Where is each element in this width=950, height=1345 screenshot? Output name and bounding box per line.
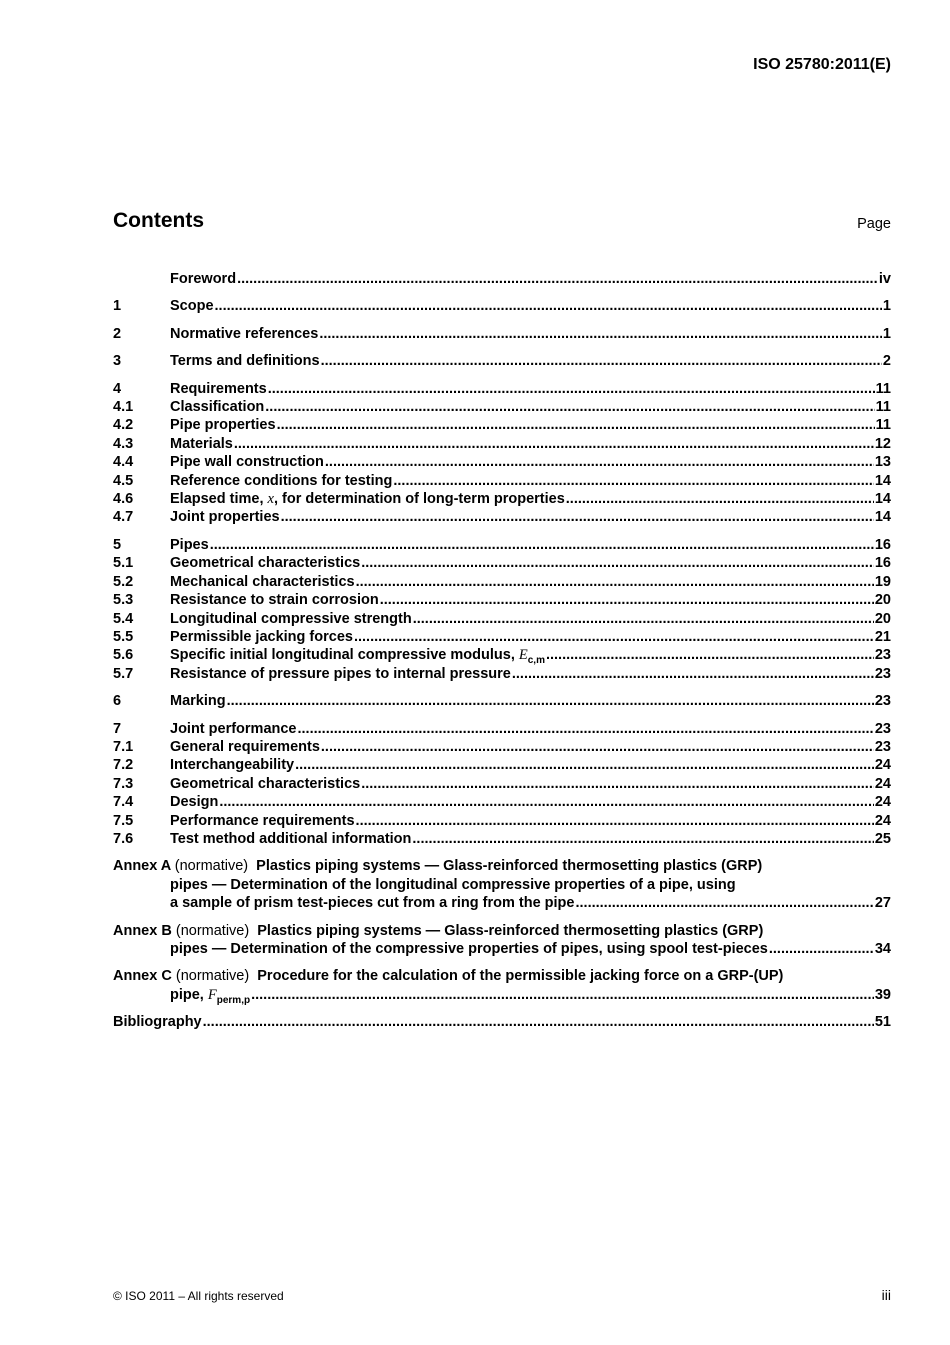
section-number: 7.6 xyxy=(113,830,134,847)
section-title-text: Permissible jacking forces xyxy=(170,628,353,645)
annex-id: Annex B xyxy=(113,922,172,939)
dot-leader xyxy=(321,352,882,370)
toc-entry[interactable] xyxy=(113,270,891,288)
page-ref: 12 xyxy=(874,435,891,452)
section-title-text: Terms and definitions xyxy=(170,353,320,370)
annex-entry[interactable] xyxy=(113,857,891,912)
annex-title-line: a sample of prism test-pieces cut from a ring from the pipe xyxy=(170,895,575,912)
section-title-text: Longitudinal compressive strength xyxy=(170,610,412,627)
dot-leader xyxy=(298,720,874,738)
section-title-text: Requirements xyxy=(170,380,267,397)
toc-group xyxy=(113,720,891,849)
dot-leader xyxy=(265,398,874,416)
page-ref: 23 xyxy=(874,720,891,737)
page-ref: 23 xyxy=(874,647,891,664)
section-title-text: Interchangeability xyxy=(170,757,295,774)
toc-entry[interactable] xyxy=(113,812,891,830)
section-number: 4.7 xyxy=(113,509,134,526)
toc-entry[interactable] xyxy=(113,591,891,609)
dot-leader xyxy=(203,1013,874,1031)
section-title-text: Foreword xyxy=(170,271,237,287)
section-title-text: Joint properties xyxy=(170,509,280,526)
section-title xyxy=(170,270,236,288)
annex-type: (normative) xyxy=(174,858,249,875)
section-number: 4.3 xyxy=(113,435,134,452)
dot-leader xyxy=(361,775,874,793)
toc-group xyxy=(113,297,891,315)
annex-title-text xyxy=(170,986,250,1004)
dot-leader xyxy=(412,830,873,848)
section-title-text: Resistance of pressure pipes to internal pressure xyxy=(170,665,511,682)
annex-line xyxy=(113,922,891,940)
toc-group xyxy=(113,380,891,527)
section-title xyxy=(170,536,209,554)
page-ref: 16 xyxy=(874,536,891,553)
toc-entry[interactable] xyxy=(113,536,891,554)
section-title xyxy=(170,665,511,683)
dot-leader xyxy=(295,756,874,774)
annex-type: (normative) xyxy=(175,968,250,985)
section-title-text: Scope xyxy=(170,298,214,315)
dot-leader xyxy=(321,738,874,756)
section-title-text: Performance requirements xyxy=(170,812,355,829)
section-title-text: Normative references xyxy=(170,325,319,342)
document-id: ISO 25780:2011(E) xyxy=(753,56,891,73)
section-title-text: Marking xyxy=(170,693,226,710)
annex-line xyxy=(113,940,891,958)
section-number: 1 xyxy=(113,298,122,315)
page-ref: 23 xyxy=(874,665,891,682)
section-title xyxy=(170,738,320,756)
dot-leader xyxy=(325,453,874,471)
section-number: 7.3 xyxy=(113,775,134,792)
dot-leader xyxy=(210,536,874,554)
section-title-text: Classification xyxy=(170,399,265,416)
toc-entry[interactable] xyxy=(113,325,891,343)
annex-line xyxy=(113,986,891,1004)
annex-type: (normative) xyxy=(175,922,250,939)
dot-leader xyxy=(251,986,874,1004)
section-title xyxy=(170,756,294,774)
section-title-text: Geometrical characteristics xyxy=(170,555,361,572)
section-title xyxy=(170,453,324,471)
annex-entry[interactable] xyxy=(113,922,891,959)
section-number: 4 xyxy=(113,380,122,397)
dot-leader xyxy=(393,472,873,490)
dot-leader xyxy=(354,628,874,646)
section-number: 7.2 xyxy=(113,757,134,774)
toc-entry[interactable] xyxy=(113,380,891,398)
section-title-text: Reference conditions for testing xyxy=(170,472,393,489)
section-number: 5.4 xyxy=(113,610,134,627)
section-title xyxy=(170,720,297,738)
section-title-text: Specific initial longitudinal compressive modulus, xyxy=(170,647,519,664)
annex-title-text xyxy=(170,894,574,912)
dot-leader xyxy=(227,692,874,710)
annex-line xyxy=(113,967,891,985)
section-title xyxy=(170,646,545,667)
annex-line: pipes — Determination of the longitudinal compressive properties of a pipe, using xyxy=(170,876,736,893)
annex-title-line: pipes — Determination of the compressive properties of pipes, using spool test-pieces xyxy=(170,941,768,957)
page-ref: 19 xyxy=(874,573,891,590)
toc-group xyxy=(113,692,891,710)
annex-id: Annex C xyxy=(113,968,172,985)
dot-leader xyxy=(237,270,878,288)
section-title-text: , for determination of long-term properties xyxy=(273,491,565,508)
page-ref: 1 xyxy=(882,325,891,342)
page-ref: 11 xyxy=(875,380,891,397)
page-ref: iv xyxy=(878,271,891,287)
dot-leader xyxy=(277,416,875,434)
page-ref: 24 xyxy=(874,794,891,811)
section-title xyxy=(170,554,360,572)
section-title xyxy=(170,628,353,646)
section-title-text: Pipe properties xyxy=(170,417,276,434)
table-of-contents xyxy=(113,270,891,1041)
section-title-text: Resistance to strain corrosion xyxy=(170,592,379,609)
toc-entry[interactable] xyxy=(113,793,891,811)
annex-entry[interactable] xyxy=(113,967,891,1004)
page-ref: 51 xyxy=(874,1014,891,1031)
toc-entry[interactable] xyxy=(113,665,891,683)
toc-group xyxy=(113,270,891,288)
toc-entry[interactable] xyxy=(113,610,891,628)
section-number: 4.1 xyxy=(113,399,134,416)
annex-title-line: Procedure for the calculation of the permissible jacking force on a GRP-(UP) xyxy=(257,968,784,985)
annex-line xyxy=(113,857,891,875)
section-title-text: Mechanical characteristics xyxy=(170,573,355,590)
toc-entry[interactable] xyxy=(113,554,891,572)
toc-entry[interactable] xyxy=(113,646,891,667)
page-ref: 11 xyxy=(875,417,891,434)
page-ref: 14 xyxy=(874,491,891,508)
page-ref: 21 xyxy=(874,628,891,645)
section-title xyxy=(170,508,280,526)
section-number: 5.5 xyxy=(113,628,134,645)
section-title xyxy=(170,352,320,370)
section-number: 4.6 xyxy=(113,491,134,508)
page-ref: 24 xyxy=(874,775,891,792)
page-ref: 23 xyxy=(874,693,891,710)
section-title xyxy=(170,591,379,609)
toc-entry[interactable] xyxy=(113,830,891,848)
page-ref: 2 xyxy=(882,353,891,370)
math-subscript: c,m xyxy=(527,655,545,667)
section-title-text: Test method additional information xyxy=(170,830,412,847)
page-number: iii xyxy=(881,1287,891,1303)
copyright-notice: © ISO 2011 – All rights reserved xyxy=(113,1289,284,1303)
page-ref: 34 xyxy=(874,941,891,957)
page-column-label: Page xyxy=(857,216,891,232)
dot-leader xyxy=(281,508,874,526)
dot-leader xyxy=(512,665,874,683)
dot-leader xyxy=(361,554,874,572)
section-title xyxy=(170,793,218,811)
section-number: 4.5 xyxy=(113,472,134,489)
page-ref: 1 xyxy=(882,298,891,315)
page-ref: 39 xyxy=(874,986,891,1003)
page-ref: 24 xyxy=(874,757,891,774)
toc-entry[interactable] xyxy=(113,352,891,370)
annex-title-line: pipe, xyxy=(170,986,208,1003)
dot-leader xyxy=(356,812,874,830)
toc-entry[interactable] xyxy=(113,692,891,710)
section-number: 5 xyxy=(113,536,122,553)
section-title xyxy=(170,435,233,453)
page-ref: 20 xyxy=(874,610,891,627)
section-number: 5.6 xyxy=(113,647,134,664)
toc-entry[interactable] xyxy=(113,508,891,526)
page-ref: 13 xyxy=(874,454,891,471)
page-ref: 20 xyxy=(874,592,891,609)
section-number: 4.4 xyxy=(113,454,134,471)
toc-entry[interactable] xyxy=(113,490,891,508)
section-title xyxy=(170,297,214,315)
section-title xyxy=(170,573,355,591)
math-symbol: F xyxy=(207,986,217,1003)
bibliography-entry[interactable] xyxy=(113,1013,891,1031)
section-title-text: Pipes xyxy=(170,536,209,553)
page-ref: 11 xyxy=(875,399,891,416)
toc-entry[interactable] xyxy=(113,398,891,416)
section-title-text: Materials xyxy=(170,435,233,452)
toc-entry[interactable] xyxy=(113,738,891,756)
dot-leader xyxy=(219,793,874,811)
section-title xyxy=(170,380,267,398)
toc-entry[interactable] xyxy=(113,756,891,774)
bibliography-label: Bibliography xyxy=(113,1014,202,1031)
dot-leader xyxy=(234,435,874,453)
section-number: 7.1 xyxy=(113,738,134,755)
dot-leader xyxy=(769,940,874,958)
section-number: 5.3 xyxy=(113,592,134,609)
section-number: 7.5 xyxy=(113,812,134,829)
dot-leader xyxy=(566,490,874,508)
dot-leader xyxy=(215,297,882,315)
page-ref: 27 xyxy=(874,895,891,912)
toc-entry[interactable] xyxy=(113,775,891,793)
annex-id: Annex A xyxy=(113,858,171,875)
toc-entry[interactable] xyxy=(113,435,891,453)
page-ref: 25 xyxy=(874,830,891,847)
annex-title-line: Plastics piping systems — Glass-reinforced thermosetting plastics (GRP) xyxy=(257,922,764,939)
toc-entry[interactable] xyxy=(113,472,891,490)
section-number: 6 xyxy=(113,693,122,710)
section-number: 5.7 xyxy=(113,665,134,682)
section-number: 7 xyxy=(113,720,122,737)
section-title-text: Pipe wall construction xyxy=(170,454,324,471)
section-title xyxy=(170,830,411,848)
section-title-text: General requirements xyxy=(170,738,320,755)
page-title: Contents xyxy=(113,209,204,232)
section-title xyxy=(170,775,360,793)
section-title xyxy=(170,490,565,508)
toc-entry[interactable] xyxy=(113,297,891,315)
annex-title-text xyxy=(170,940,768,958)
section-number: 4.2 xyxy=(113,417,134,434)
section-title xyxy=(170,472,392,490)
section-title xyxy=(170,325,318,343)
annex-title-line: Plastics piping systems — Glass-reinforced thermosetting plastics (GRP) xyxy=(256,858,763,875)
annex-line xyxy=(113,894,891,912)
math-symbol: x xyxy=(267,491,274,508)
section-number: 5.2 xyxy=(113,573,134,590)
page-ref: 14 xyxy=(874,472,891,489)
toc-group xyxy=(113,325,891,343)
section-title xyxy=(170,692,226,710)
page-ref: 23 xyxy=(874,738,891,755)
section-title-text: Design xyxy=(170,794,219,811)
section-title xyxy=(170,610,412,628)
toc-group xyxy=(113,352,891,370)
dot-leader xyxy=(319,325,882,343)
page-ref: 24 xyxy=(874,812,891,829)
toc-group xyxy=(113,536,891,683)
toc-entry[interactable] xyxy=(113,416,891,434)
toc-entry[interactable] xyxy=(113,628,891,646)
toc-group xyxy=(113,1013,891,1031)
section-title xyxy=(170,812,355,830)
math-symbol: E xyxy=(518,647,528,664)
section-title xyxy=(170,398,264,416)
section-title-text: Joint performance xyxy=(170,720,297,737)
toc-entry[interactable] xyxy=(113,720,891,738)
section-number: 2 xyxy=(113,325,122,342)
dot-leader xyxy=(575,894,873,912)
math-subscript: perm,p xyxy=(216,994,251,1006)
toc-entry[interactable] xyxy=(113,573,891,591)
page-ref: 14 xyxy=(874,509,891,526)
section-title-text: Elapsed time, xyxy=(170,491,268,508)
section-number: 5.1 xyxy=(113,555,134,572)
section-title-text: Geometrical characteristics xyxy=(170,775,361,792)
toc-entry[interactable] xyxy=(113,453,891,471)
page-ref: 16 xyxy=(874,555,891,572)
section-title xyxy=(170,416,276,434)
dot-leader xyxy=(268,380,875,398)
dot-leader xyxy=(356,573,874,591)
section-number: 7.4 xyxy=(113,794,134,811)
section-number: 3 xyxy=(113,353,122,370)
dot-leader xyxy=(413,610,874,628)
dot-leader xyxy=(546,646,874,664)
dot-leader xyxy=(380,591,874,609)
